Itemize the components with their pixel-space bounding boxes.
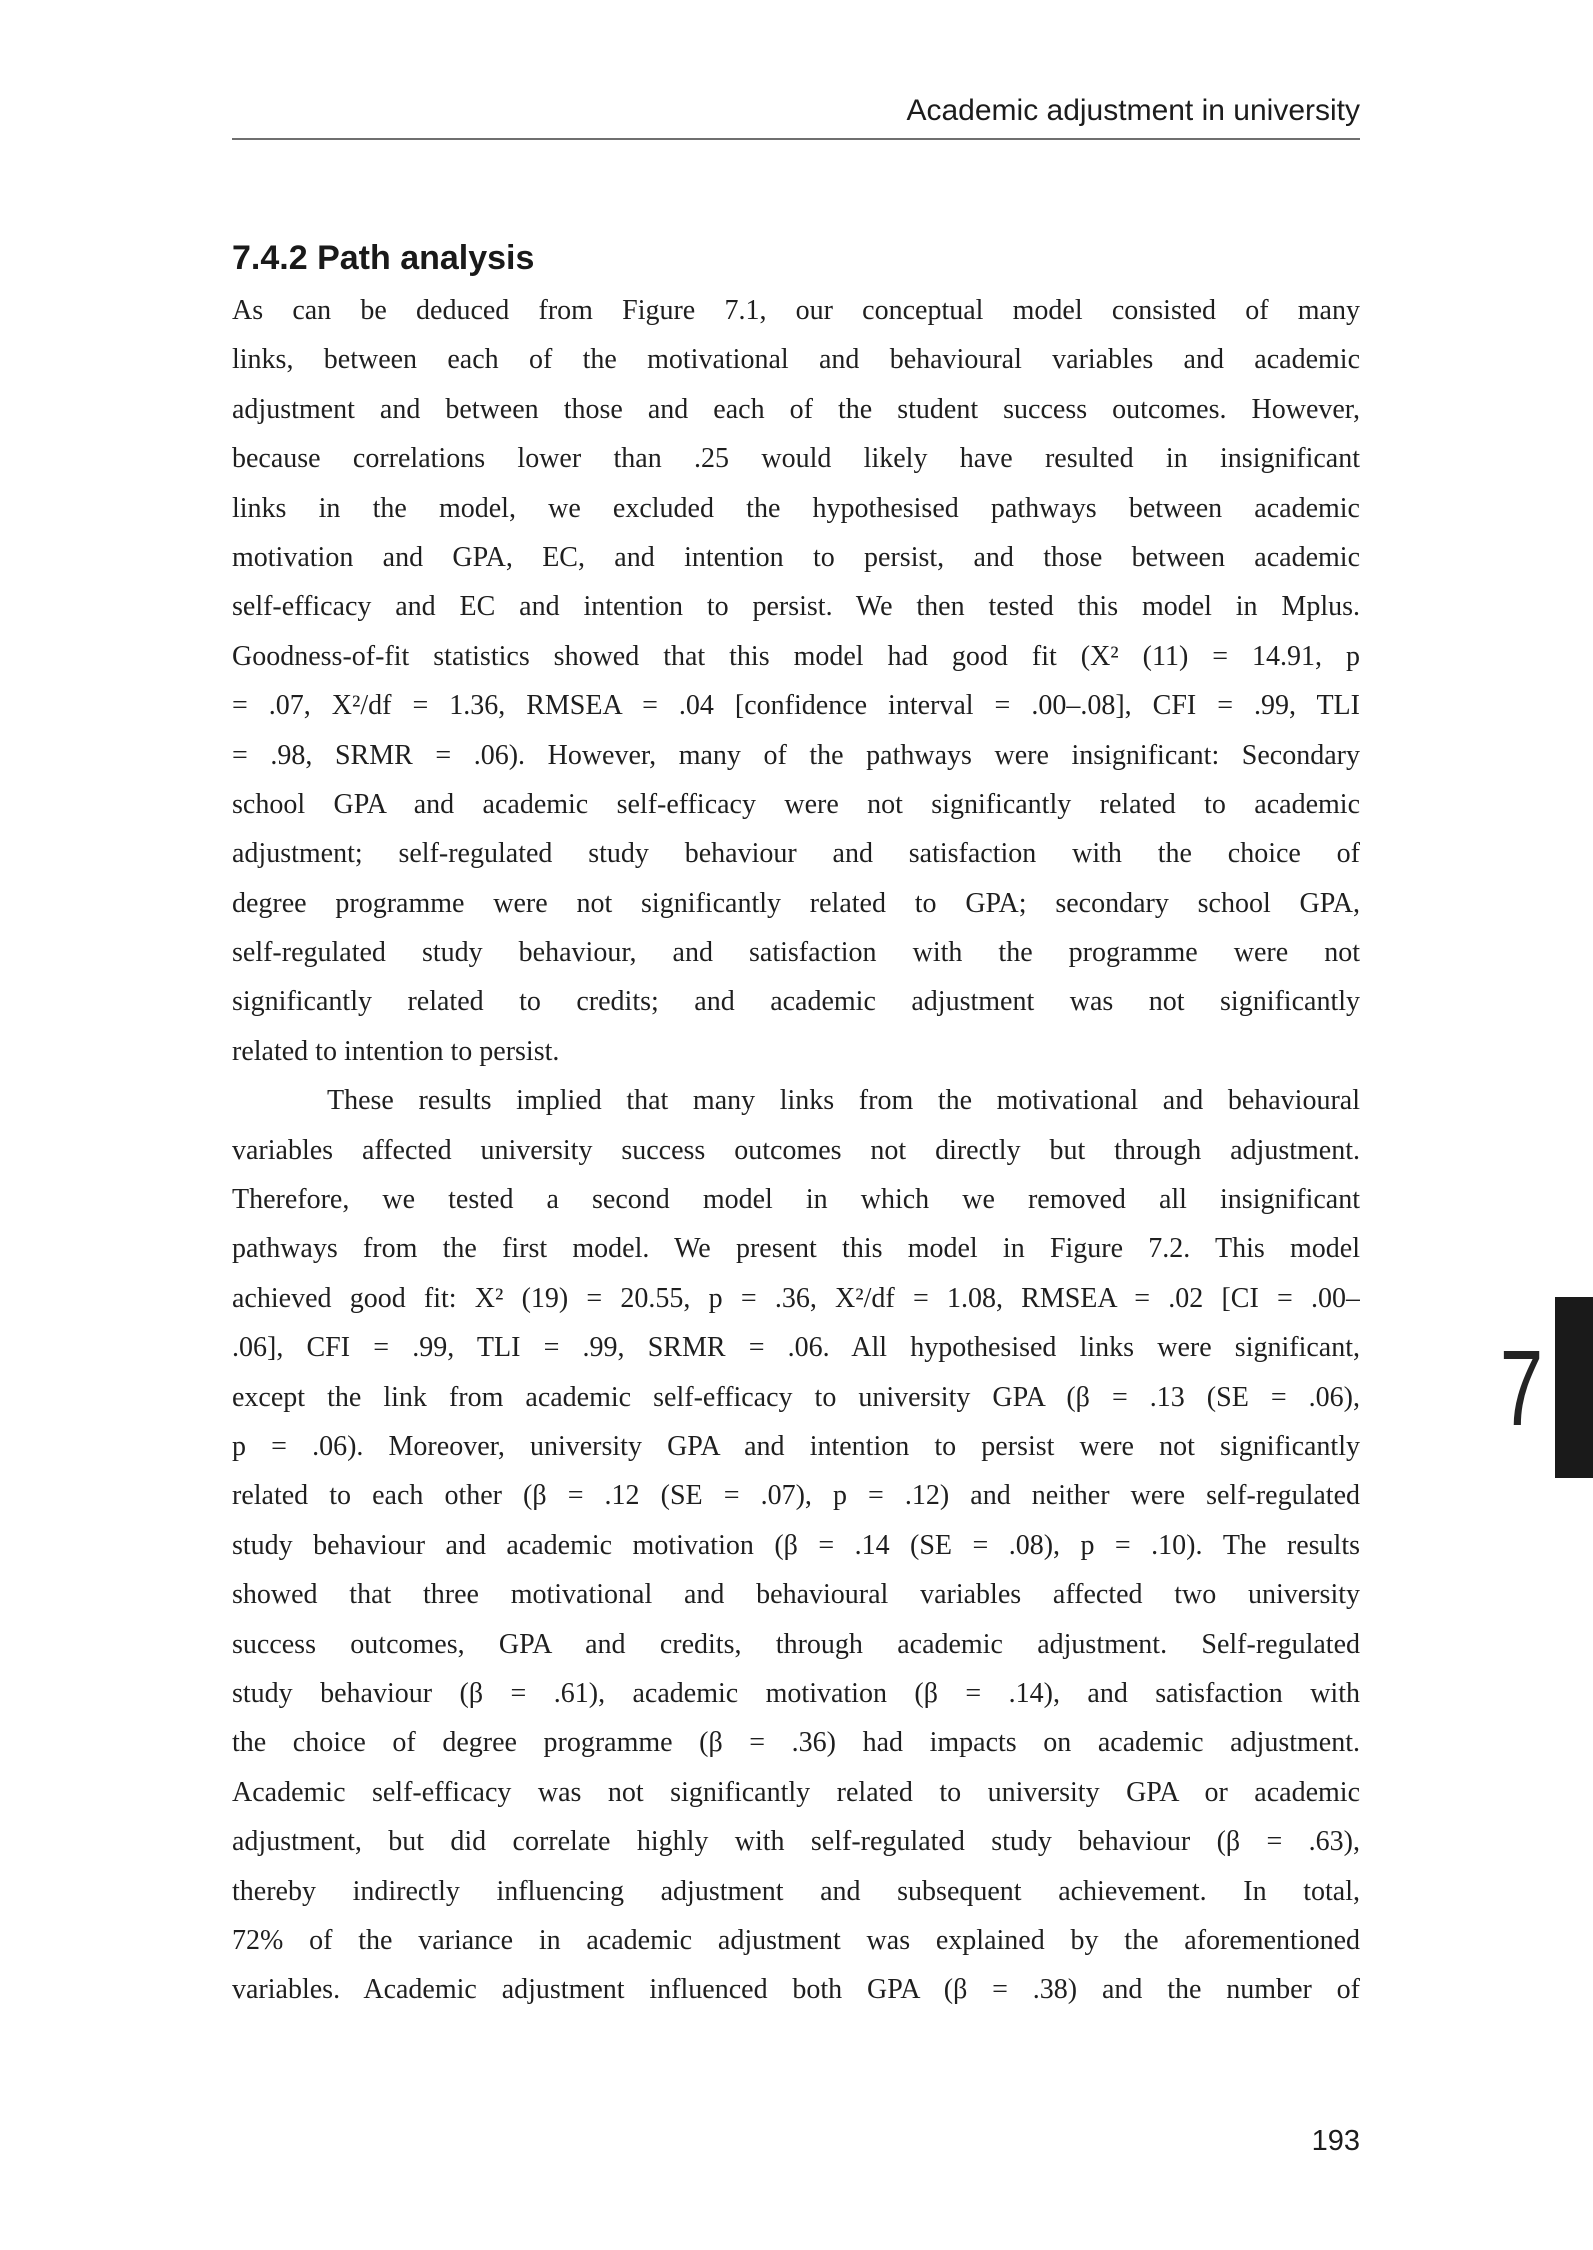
text-line: significantly related to credits; and academic adjustment was not significantly [232, 986, 1360, 1018]
chapter-tab-bar [1555, 1297, 1593, 1478]
text-line: success outcomes, GPA and credits, through academic adjustment. Self-regulated [232, 1628, 1360, 1660]
text-line: = .98, SRMR = .06). However, many of the pathways were insignificant: Secondary [232, 739, 1360, 771]
text-line: variables affected university success outcomes not directly but through adjustment. [232, 1134, 1360, 1166]
text-line: These results implied that many links from the motivational and behavioural [327, 1085, 1360, 1117]
page-number: 193 [1311, 2125, 1360, 2157]
text-line: motivation and GPA, EC, and intention to persist, and those between academic [232, 541, 1360, 573]
text-line: because correlations lower than .25 would likely have resulted in insignificant [232, 443, 1360, 475]
text-line: Goodness-of-fit statistics showed that this model had good fit (X² (11) = 14.91, p [232, 640, 1360, 672]
text-line: showed that three motivational and behavioural variables affected two university [232, 1579, 1360, 1611]
text-line: As can be deduced from Figure 7.1, our conceptual model consisted of many [232, 295, 1360, 326]
text-line: adjustment; self-regulated study behaviour and satisfaction with the choice of [232, 838, 1360, 870]
text-line: p = .06). Moreover, university GPA and intention to persist were not significantly [232, 1430, 1360, 1462]
section-heading: 7.4.2 Path analysis [232, 239, 535, 277]
text-line: links in the model, we excluded the hypothesised pathways between academic [232, 492, 1360, 524]
chapter-number: 7 [1499, 1327, 1543, 1448]
text-line: .06], CFI = .99, TLI = .99, SRMR = .06. All hypothesised links were significant, [232, 1332, 1360, 1364]
text-line: degree programme were not significantly related to GPA; secondary school GPA, [232, 887, 1360, 919]
text-line: = .07, X²/df = 1.36, RMSEA = .04 [confidence interval = .00–.08], CFI = .99, TLI [232, 690, 1360, 722]
text-line: links, between each of the motivational and behavioural variables and academic [232, 344, 1360, 376]
running-header: Academic adjustment in university [906, 94, 1360, 127]
paragraph-2 [232, 1076, 1360, 2014]
text-line: except the link from academic self-efficacy to university GPA (β = .13 (SE = .06), [232, 1381, 1360, 1413]
header-rule-divider [232, 138, 1360, 140]
text-line: adjustment, but did correlate highly with self-regulated study behaviour (β = .63), [232, 1826, 1360, 1858]
text-line: Academic self-efficacy was not significantly related to university GPA or academic [232, 1776, 1360, 1808]
text-line: 72% of the variance in academic adjustment was explained by the aforementioned [232, 1924, 1360, 1956]
text-line: Therefore, we tested a second model in which we removed all insignificant [232, 1184, 1360, 1216]
text-line: self-efficacy and EC and intention to persist. We then tested this model in Mplus. [232, 591, 1360, 623]
text-line: self-regulated study behaviour, and satisfaction with the programme were not [232, 937, 1360, 969]
text-line: achieved good fit: X² (19) = 20.55, p = .36, X²/df = 1.08, RMSEA = .02 [CI = .00– [232, 1282, 1360, 1314]
text-line: study behaviour (β = .61), academic motivation (β = .14), and satisfaction with [232, 1677, 1360, 1709]
text-line: pathways from the first model. We present this model in Figure 7.2. This model [232, 1233, 1360, 1265]
text-line: variables. Academic adjustment influenced both GPA (β = .38) and the number of [232, 1974, 1360, 2006]
text-line: thereby indirectly influencing adjustment and subsequent achievement. In total, [232, 1875, 1360, 1907]
paragraph-1 [232, 286, 1360, 1076]
text-line: school GPA and academic self-efficacy were not significantly related to academic [232, 788, 1360, 820]
body-text [232, 286, 1360, 2015]
text-line: study behaviour and academic motivation (β = .14 (SE = .08), p = .10). The results [232, 1529, 1360, 1561]
text-line: related to intention to persist. [232, 1035, 560, 1067]
text-line: adjustment and between those and each of the student success outcomes. However, [232, 393, 1360, 425]
text-line: related to each other (β = .12 (SE = .07), p = .12) and neither were self-regulated [232, 1480, 1360, 1512]
text-line: the choice of degree programme (β = .36) had impacts on academic adjustment. [232, 1727, 1360, 1759]
